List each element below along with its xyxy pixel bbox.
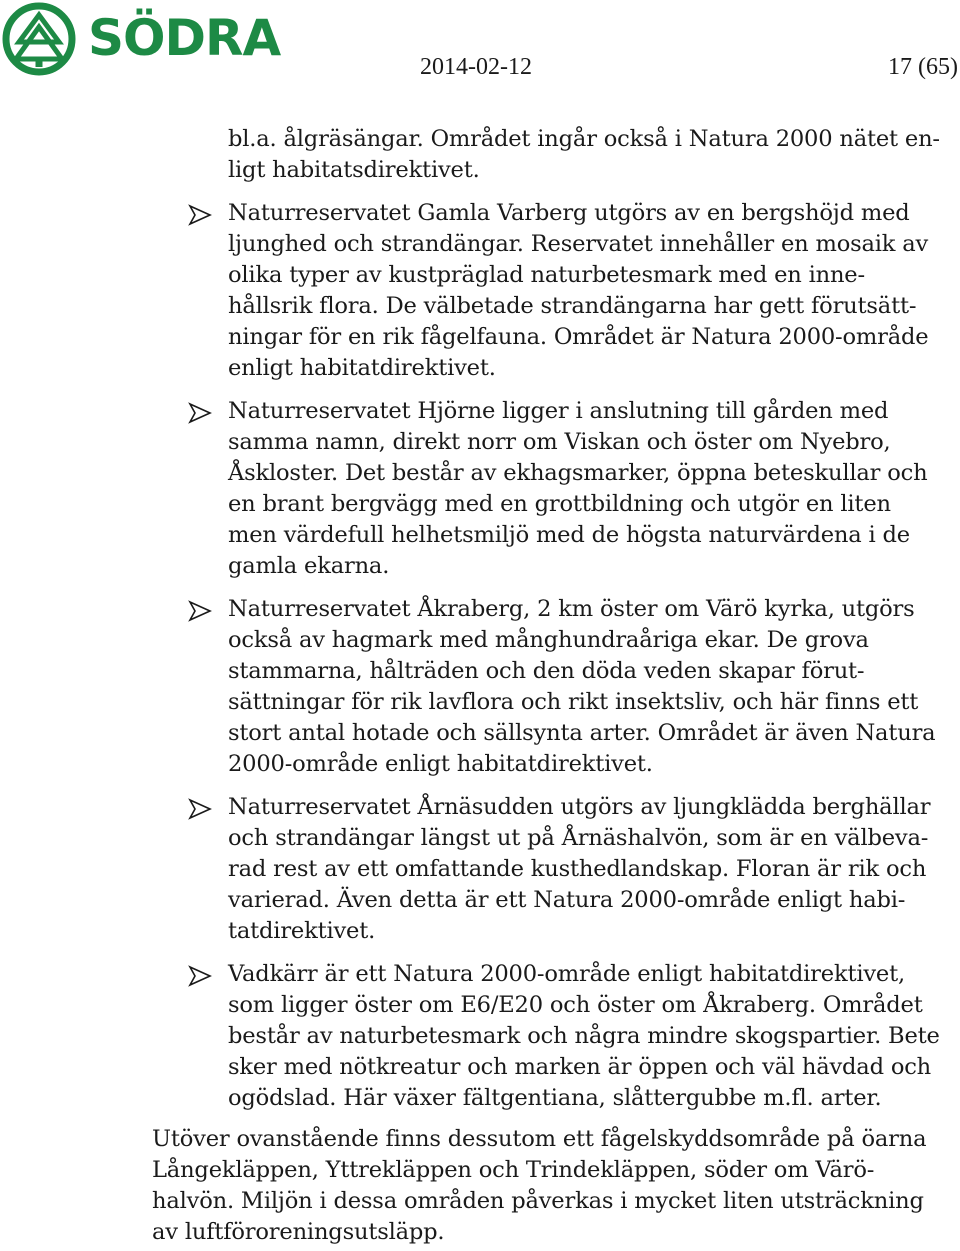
arrowhead-bullet-icon: [188, 204, 212, 226]
text-line: ogödslad. Här växer fältgentiana, slåttergubbe m.fl. arter.: [228, 1085, 882, 1111]
text-line: Långekläppen, Yttrekläppen och Trindekläppen, söder om Värö-: [152, 1157, 875, 1183]
closing-paragraph: [152, 1124, 942, 1248]
text-line: ningar för en rik fågelfauna. Området är Natura 2000-område: [228, 324, 929, 350]
text-line: en brant bergvägg med en grottbildning och utgör en liten: [228, 491, 891, 517]
sodra-emblem-icon: [2, 2, 76, 76]
text-line: sättningar för rik lavflora och rikt insektsliv, och här finns ett: [228, 689, 919, 715]
text-line: hållsrik flora. De välbetade strandängarna har gett förutsätt-: [228, 293, 917, 319]
text-line: sker med nötkreatur och marken är öppen och väl hävdad och: [228, 1054, 932, 1080]
text-line: Åskloster. Det består av ekhagsmarker, öppna beteskullar och: [228, 460, 928, 486]
text-line: tatdirektivet.: [228, 918, 376, 944]
page-indicator: 17 (65): [888, 54, 958, 80]
text-line: rad rest av ett omfattande kusthedlandskap. Floran är rik och: [228, 856, 927, 882]
text-line: 2000-område enligt habitatdirektivet.: [228, 751, 653, 777]
text-line: olika typer av kustpräglad naturbetesmark med en inne-: [228, 262, 865, 288]
text-line: men värdefull helhetsmiljö med de högsta naturvärdena i de: [228, 522, 910, 548]
text-line: som ligger öster om E6/E20 och öster om Åkraberg. Området: [228, 992, 923, 1018]
logo-wordmark: SÖDRA: [88, 9, 281, 67]
text-line: Naturreservatet Årnäsudden utgörs av ljungklädda berghällar: [228, 794, 931, 820]
bullet-item-vadkarr: [228, 959, 940, 1114]
sodra-logo: [0, 0, 330, 80]
text-line: Naturreservatet Åkraberg, 2 km öster om Värö kyrka, utgörs: [228, 596, 915, 622]
text-line: Vadkärr är ett Natura 2000-område enligt habitatdirektivet,: [228, 961, 905, 987]
text-line: bl.a. ålgräsängar. Området ingår också i Natura 2000 nätet en-: [228, 126, 940, 152]
text-line: Naturreservatet Hjörne ligger i anslutning till gården med: [228, 398, 889, 424]
text-line: består av naturbetesmark och några mindre skogspartier. Bete: [228, 1023, 940, 1049]
text-line: Naturreservatet Gamla Varberg utgörs av en bergshöjd med: [228, 200, 910, 226]
bullet-item-hjorne: [228, 396, 940, 582]
text-line: samma namn, direkt norr om Viskan och öster om Nyebro,: [228, 429, 891, 455]
text-line: Utöver ovanstående finns dessutom ett fågelskyddsområde på öarna: [152, 1126, 927, 1152]
text-line: och strandängar längst ut på Årnäshalvön, som är en välbeva-: [228, 825, 929, 851]
text-line: halvön. Miljön i dessa områden påverkas i mycket liten utsträckning: [152, 1188, 924, 1214]
text-line: också av hagmark med månghundraåriga ekar. De grova: [228, 627, 869, 653]
arrowhead-bullet-icon: [188, 965, 212, 987]
text-line: stammarna, hålträden och den döda veden skapar förut-: [228, 658, 865, 684]
text-line: varierad. Även detta är ett Natura 2000-område enligt habi-: [228, 887, 906, 913]
bullet-item-gamla-varberg: [228, 198, 940, 384]
text-line: ligt habitatsdirektivet.: [228, 157, 480, 183]
text-line: stort antal hotade och sällsynta arter. Området är även Natura: [228, 720, 936, 746]
document-date: 2014-02-12: [420, 54, 532, 80]
bullet-item-arnasudden: [228, 792, 940, 947]
text-line: gamla ekarna.: [228, 553, 390, 579]
arrowhead-bullet-icon: [188, 600, 212, 622]
text-line: av luftföroreningsutsläpp.: [152, 1219, 445, 1245]
bullet-item-akraberg: [228, 594, 940, 780]
continuation-paragraph: [228, 124, 940, 186]
text-line: enligt habitatdirektivet.: [228, 355, 496, 381]
text-line: ljunghed och strandängar. Reservatet innehåller en mosaik av: [228, 231, 929, 257]
arrowhead-bullet-icon: [188, 798, 212, 820]
arrowhead-bullet-icon: [188, 402, 212, 424]
